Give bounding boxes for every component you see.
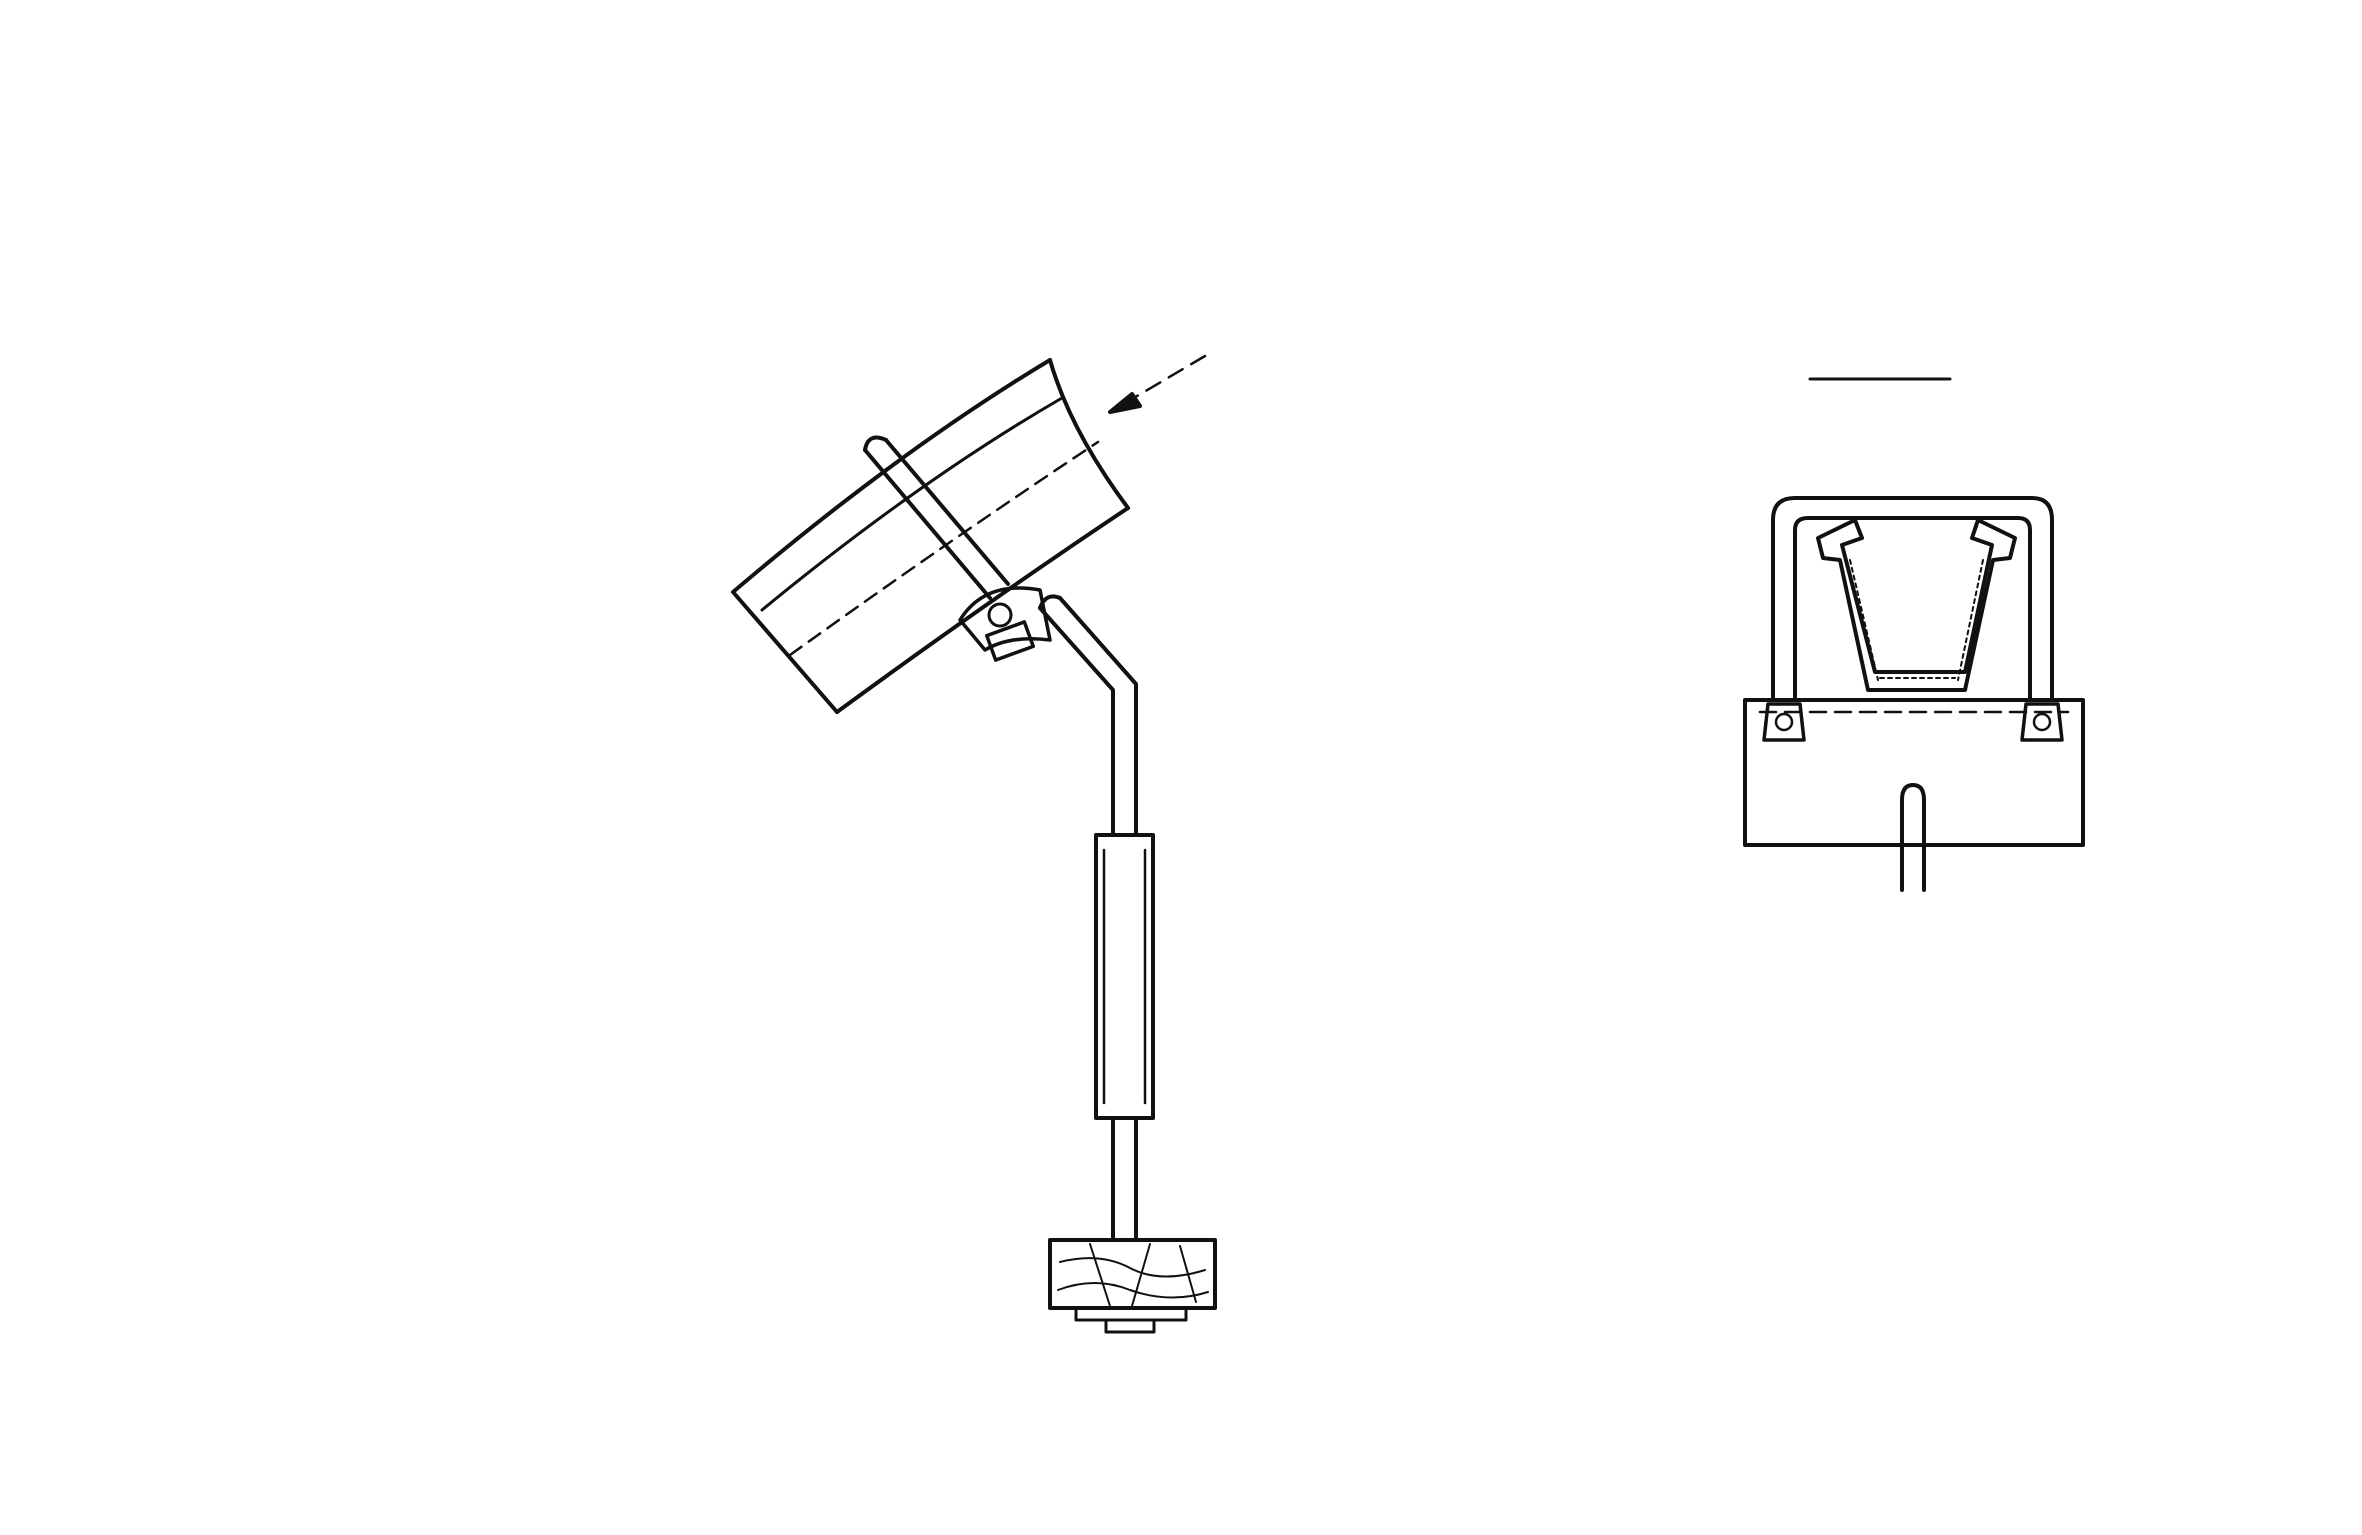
clamp-bolt [960,588,1050,660]
nut-right [2022,704,2062,740]
clamp-plate [1745,700,2083,845]
wooden-block [1050,1240,1215,1332]
rod-end-view-a [1902,785,1924,890]
nut-left [1764,704,1804,740]
suspension-rod [1040,596,1136,1240]
view-a-arrow [1110,356,1205,412]
arch-profile-section [733,360,1128,712]
turnbuckle-sleeve [1096,835,1153,1118]
profile-cross-section [1818,520,2015,690]
u-bolt [1773,498,2052,700]
